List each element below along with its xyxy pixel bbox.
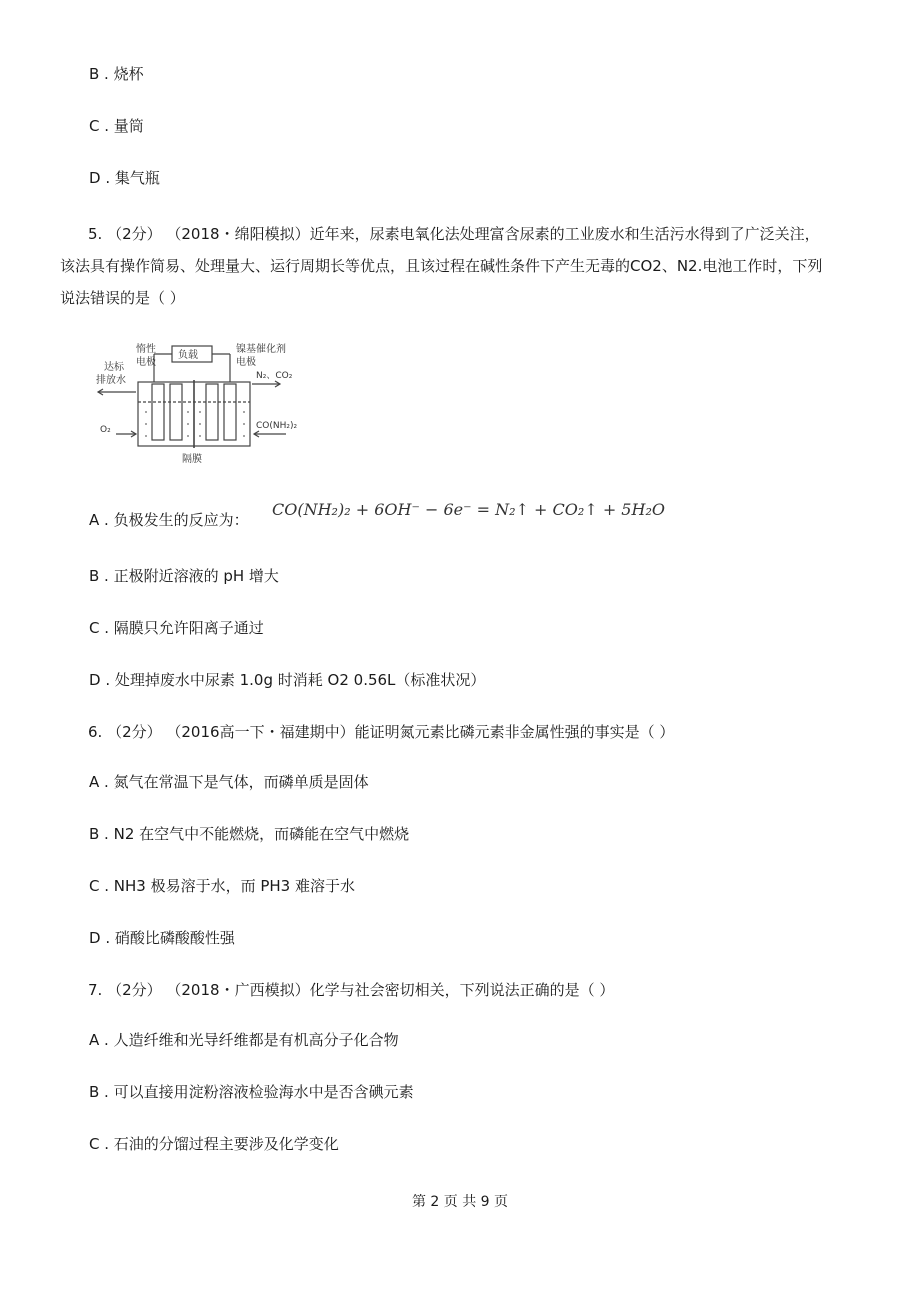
option-4c: C . 量筒: [89, 117, 144, 135]
option-6a: A . 氮气在常温下是气体，而磷单质是固体: [89, 773, 369, 791]
question-5-stem: [60, 218, 890, 314]
option-7b: B . 可以直接用淀粉溶液检验海水中是否含碘元素: [89, 1083, 414, 1101]
label-inert-electrode-2: 电极: [136, 357, 156, 368]
label-inert-electrode-1: 惰性: [136, 344, 156, 355]
question-5-line1: 5. （2分） （2018・绵阳模拟）近年来，尿素电氧化法处理富含尿素的工业废水和生活污水得到了广泛关注，: [88, 225, 820, 243]
option-4d: D . 集气瓶: [89, 169, 160, 187]
label-load: 负载: [178, 350, 198, 361]
option-4b: B . 烧杯: [89, 65, 144, 83]
option-7c: C . 石油的分馏过程主要涉及化学变化: [89, 1135, 339, 1153]
question-6-stem: 6. （2分） （2016高一下・福建期中）能证明氮元素比磷元素非金属性强的事实是（ ）: [88, 723, 675, 741]
option-5c: C . 隔膜只允许阳离子通过: [89, 619, 264, 637]
page-footer: 第 2 页 共 9 页: [411, 1194, 509, 1210]
label-ni-catalyst-1: 镍基催化剂: [236, 344, 286, 355]
label-discharge-2: 排放水: [96, 375, 126, 386]
option-5a: A . 负极发生的反应为：: [89, 511, 249, 529]
question-5-line3: 说法错误的是（ ）: [60, 289, 185, 307]
question-5-line2: 该法具有操作简易、处理量大、运行周期长等优点，且该过程在碱性条件下产生无毒的CO2、N2.电池工作时，下列: [60, 257, 823, 275]
option-5d: D . 处理掉废水中尿素 1.0g 时消耗 O2 0.56L（标准状况）: [89, 671, 486, 689]
option-6c: C . NH3 极易溶于水，而 PH3 难溶于水: [89, 877, 355, 895]
label-discharge-1: 达标: [104, 362, 124, 373]
question-7-stem: 7. （2分） （2018・广西模拟）化学与社会密切相关，下列说法正确的是（ ）: [88, 981, 615, 999]
electrolysis-cell-diagram: [96, 340, 316, 468]
option-6b: B . N2 在空气中不能燃烧，而磷能在空气中燃烧: [89, 825, 410, 843]
option-5b: B . 正极附近溶液的 pH 增大: [89, 567, 279, 585]
option-6d: D . 硝酸比磷酸酸性强: [89, 929, 235, 947]
option-7a: A . 人造纤维和光导纤维都是有机高分子化合物: [89, 1031, 399, 1049]
label-urea: CO(NH₂)₂: [256, 421, 298, 431]
label-o2: O₂: [100, 425, 111, 435]
option-5a-formula: CO(NH₂)₂ + 6OH⁻ − 6e⁻ = N₂↑ + CO₂↑ + 5H₂O: [272, 500, 665, 519]
label-ni-catalyst-2: 电极: [236, 357, 256, 368]
label-gas-out: N₂、CO₂: [256, 371, 293, 381]
label-membrane: 隔膜: [182, 454, 202, 465]
